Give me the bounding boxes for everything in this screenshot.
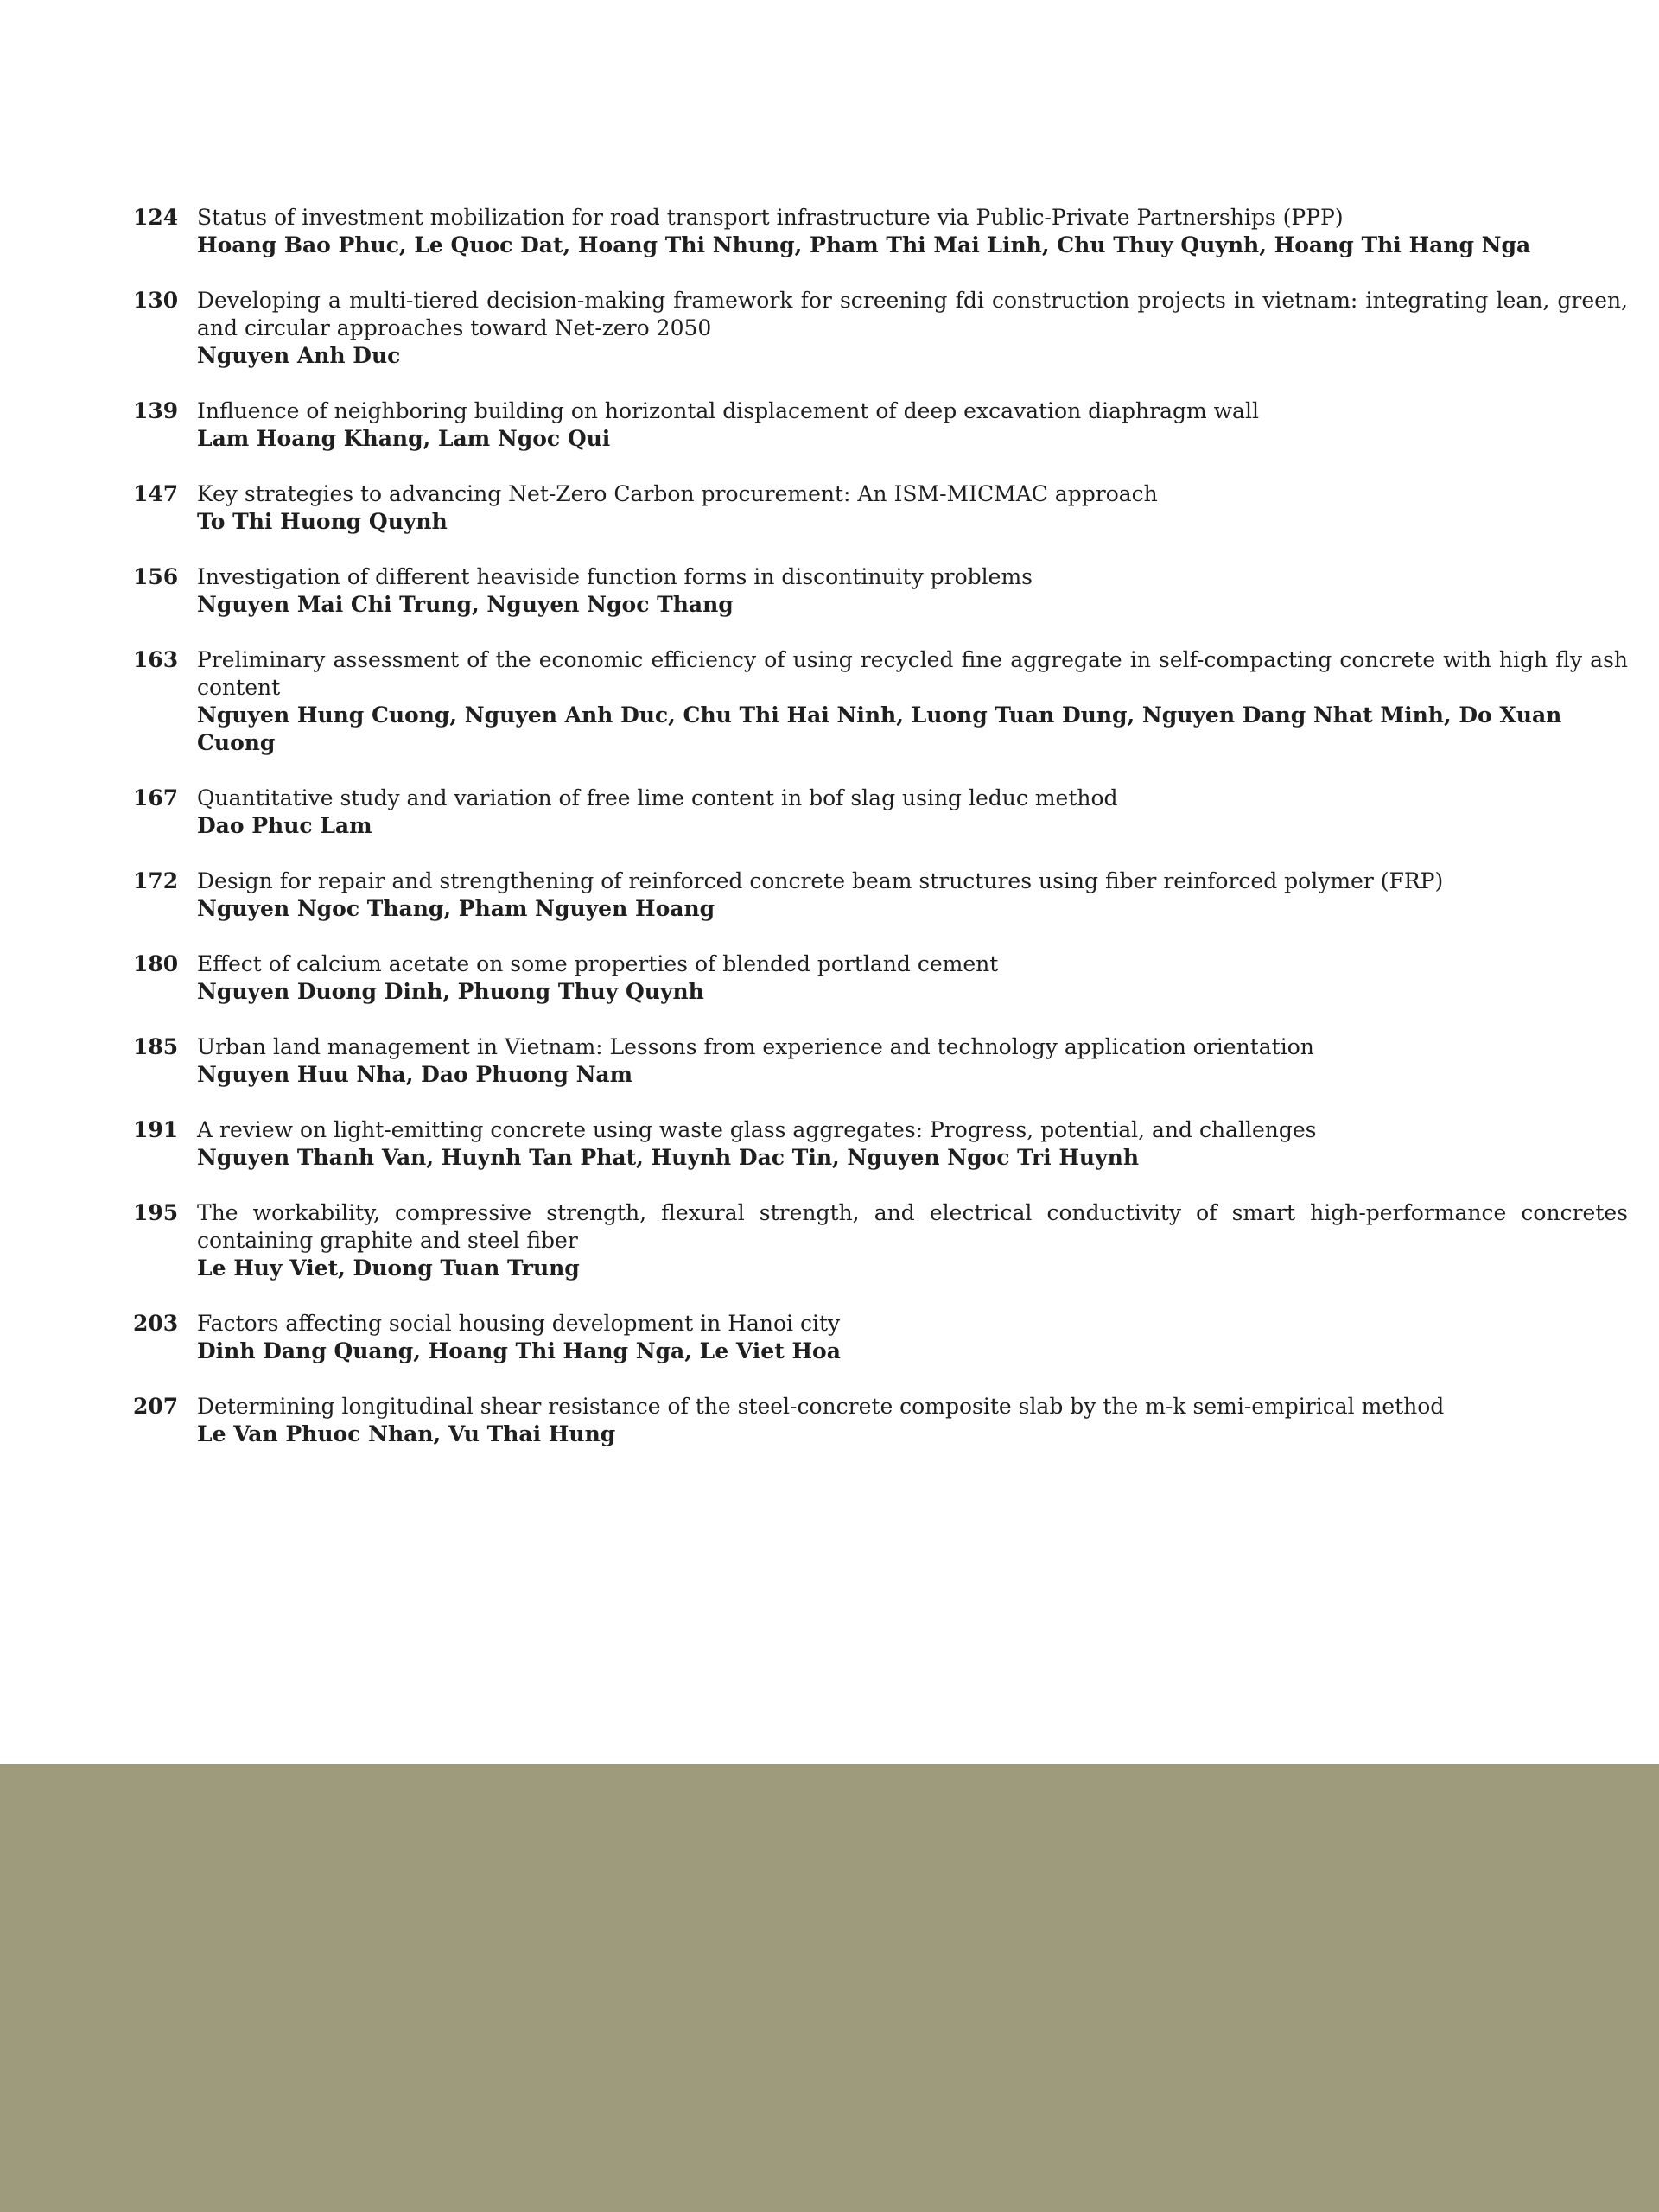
toc-entry-body: [197, 1116, 1628, 1172]
toc-article-authors: Nguyen Thanh Van, Huynh Tan Phat, Huynh Dac Tin, Nguyen Ngoc Tri Huynh: [197, 1145, 1139, 1170]
toc-article-authors: Hoang Bao Phuc, Le Quoc Dat, Hoang Thi Nhung, Pham Thi Mai Linh, Chu Thuy Quynh, Hoang Thi Hang Nga: [197, 232, 1531, 257]
toc-entry-body: [197, 397, 1628, 453]
toc-article-authors: Nguyen Anh Duc: [197, 343, 401, 368]
toc-article-authors: Le Van Phuoc Nhan, Vu Thai Hung: [197, 1421, 616, 1446]
toc-page-number: 156: [133, 564, 179, 589]
toc-page-number: 203: [133, 1311, 179, 1336]
toc-article-authors: Le Huy Viet, Duong Tuan Trung: [197, 1255, 580, 1281]
toc-entry-body: [197, 785, 1628, 840]
footer-color-band: [0, 1764, 1659, 2212]
toc-page-number: 207: [133, 1394, 179, 1419]
toc-entry-body: [197, 1310, 1628, 1365]
toc-entry-body: [197, 480, 1628, 536]
toc-page-number: 172: [133, 868, 179, 893]
toc-entry[interactable]: [133, 480, 1628, 536]
toc-article-title: Developing a multi-tiered decision-making framework for screening fdi construction projects in vietnam: integrating lean, green, and circular approaches toward Net-zero 2050: [197, 288, 1628, 340]
toc-entry[interactable]: [133, 950, 1628, 1006]
toc-page-number: 147: [133, 481, 179, 506]
toc-article-title: Status of investment mobilization for road transport infrastructure via Public-Private Partnerships (PPP): [197, 205, 1344, 230]
toc-entry[interactable]: [133, 868, 1628, 923]
toc-page-number: 167: [133, 785, 179, 810]
toc-article-authors: Nguyen Mai Chi Trung, Nguyen Ngoc Thang: [197, 592, 734, 617]
toc-page-number: 191: [133, 1117, 179, 1142]
toc-entry-body: [197, 287, 1628, 370]
toc-page-number: 185: [133, 1034, 179, 1059]
toc-entry[interactable]: [133, 1033, 1628, 1089]
toc-entry[interactable]: [133, 1310, 1628, 1365]
toc-entry[interactable]: [133, 287, 1628, 370]
toc-entry[interactable]: [133, 563, 1628, 619]
toc-entry[interactable]: [133, 1116, 1628, 1172]
toc-article-title: Key strategies to advancing Net-Zero Carbon procurement: An ISM-MICMAC approach: [197, 481, 1158, 506]
toc-entry[interactable]: [133, 204, 1628, 259]
toc-article-title: Determining longitudinal shear resistance of the steel-concrete composite slab by the m-k semi-empirical method: [197, 1394, 1445, 1419]
toc-entry[interactable]: [133, 397, 1628, 453]
toc-entry[interactable]: [133, 646, 1628, 757]
toc-article-title: Design for repair and strengthening of reinforced concrete beam structures using fiber reinforced polymer (FRP): [197, 868, 1444, 893]
toc-article-title: Investigation of different heaviside function forms in discontinuity problems: [197, 564, 1033, 589]
toc-page-number: 139: [133, 398, 179, 423]
toc-article-title: Effect of calcium acetate on some properties of blended portland cement: [197, 951, 999, 976]
toc-entry-body: [197, 868, 1628, 923]
table-of-contents: [133, 204, 1628, 1476]
toc-article-authors: Nguyen Duong Dinh, Phuong Thuy Quynh: [197, 979, 704, 1004]
toc-article-title: Preliminary assessment of the economic efficiency of using recycled fine aggregate in self-compacting concrete with high fly ash content: [197, 647, 1628, 700]
toc-entry-body: [197, 204, 1628, 259]
toc-article-authors: Dao Phuc Lam: [197, 813, 372, 838]
toc-article-authors: Lam Hoang Khang, Lam Ngoc Qui: [197, 426, 611, 451]
toc-page-number: 130: [133, 288, 179, 313]
toc-entry-body: [197, 1033, 1628, 1089]
toc-entry-body: [197, 1393, 1628, 1448]
toc-article-title: Quantitative study and variation of free lime content in bof slag using leduc method: [197, 785, 1118, 810]
toc-article-authors: Nguyen Hung Cuong, Nguyen Anh Duc, Chu Thi Hai Ninh, Luong Tuan Dung, Nguyen Dang Nhat Minh, Do Xuan Cuong: [197, 702, 1562, 755]
toc-article-authors: Dinh Dang Quang, Hoang Thi Hang Nga, Le Viet Hoa: [197, 1338, 841, 1363]
toc-entry[interactable]: [133, 785, 1628, 840]
toc-article-title: A review on light-emitting concrete using waste glass aggregates: Progress, potential, and challenges: [197, 1117, 1317, 1142]
toc-entry-body: [197, 646, 1628, 757]
toc-page-number: 195: [133, 1200, 179, 1225]
toc-article-title: The workability, compressive strength, flexural strength, and electrical conductivity of smart high-performance concretes containing graphite and steel fiber: [197, 1200, 1628, 1253]
toc-article-title: Factors affecting social housing development in Hanoi city: [197, 1311, 841, 1336]
toc-entry[interactable]: [133, 1393, 1628, 1448]
toc-article-title: Influence of neighboring building on horizontal displacement of deep excavation diaphragm wall: [197, 398, 1259, 423]
toc-page-number: 124: [133, 205, 179, 230]
toc-entry[interactable]: [133, 1199, 1628, 1282]
toc-article-title: Urban land management in Vietnam: Lessons from experience and technology application orientation: [197, 1034, 1314, 1059]
toc-page-number: 163: [133, 647, 179, 672]
toc-article-authors: Nguyen Huu Nha, Dao Phuong Nam: [197, 1062, 633, 1087]
toc-page-number: 180: [133, 951, 179, 976]
toc-article-authors: Nguyen Ngoc Thang, Pham Nguyen Hoang: [197, 896, 715, 921]
toc-entry-body: [197, 1199, 1628, 1282]
toc-article-authors: To Thi Huong Quynh: [197, 509, 448, 534]
toc-entry-body: [197, 950, 1628, 1006]
toc-entry-body: [197, 563, 1628, 619]
